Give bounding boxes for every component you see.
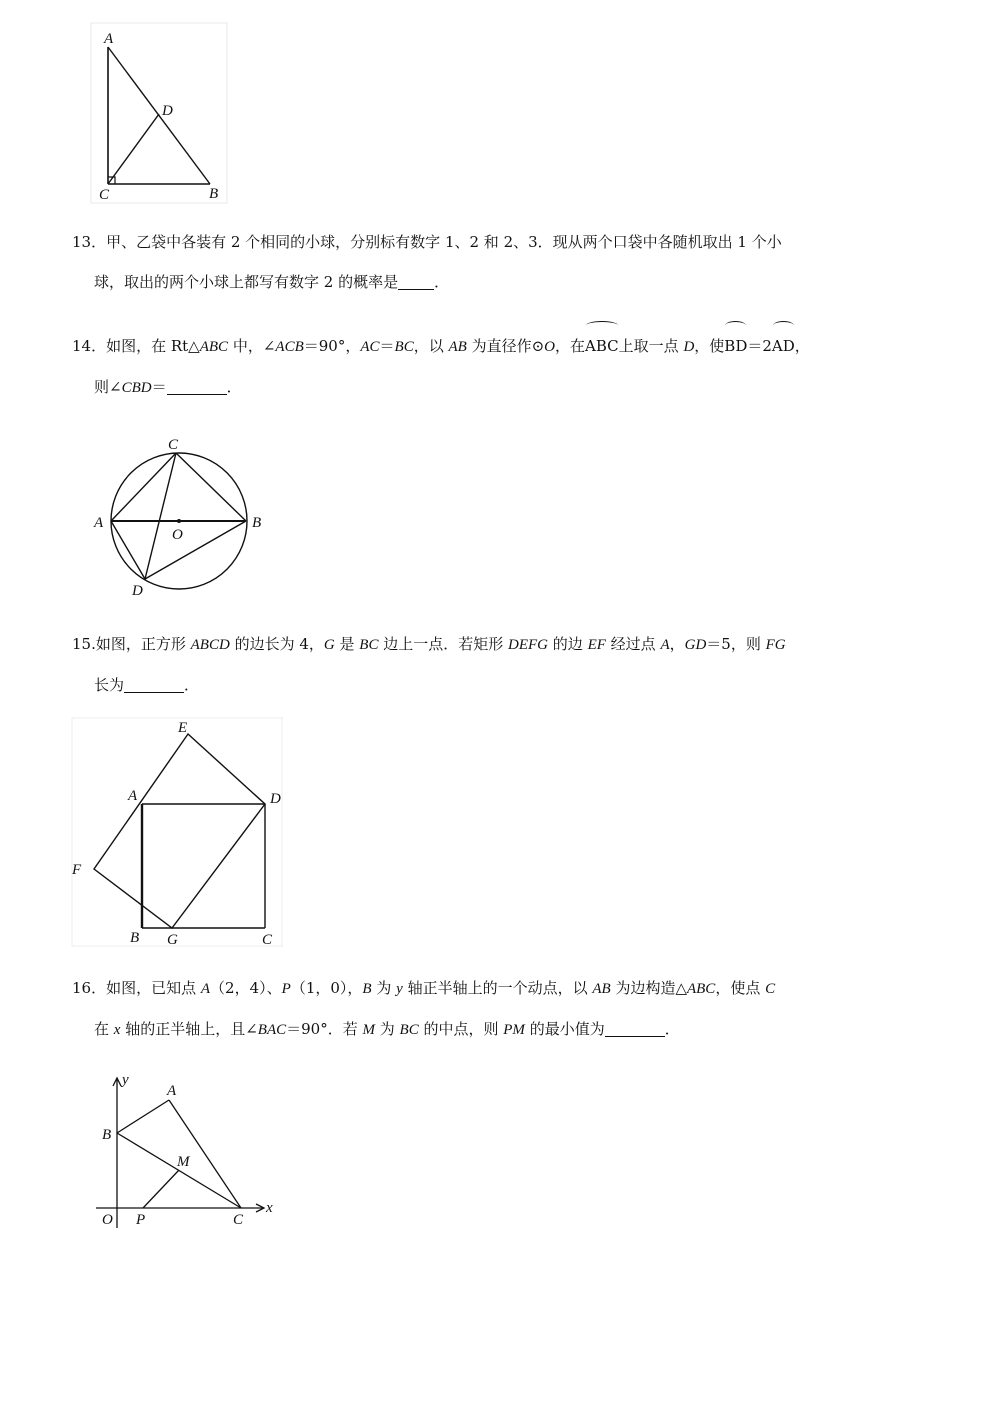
figure-q15 [68, 716, 288, 951]
math: ABC [686, 981, 716, 997]
math: PM [503, 1022, 525, 1038]
text: 则∠ [94, 378, 122, 396]
label-f: F [72, 862, 82, 878]
text: （1，0）， [290, 979, 363, 997]
text: 轴正半轴上的一个动点，以 [402, 979, 593, 997]
text: 的中点，则 [418, 1020, 504, 1038]
text: 上取一点 [618, 337, 684, 355]
math: BC [394, 339, 414, 355]
punctuation: ． [664, 1020, 680, 1038]
figure-q16-svg [96, 1070, 281, 1235]
math: BAC [257, 1022, 287, 1038]
label-a: A [167, 1083, 177, 1099]
math: FG [765, 637, 786, 653]
label-c: C [99, 187, 110, 203]
text: ＝90°， [303, 337, 361, 355]
question-number: 16． [72, 979, 107, 997]
math: y [396, 981, 403, 997]
question-16-line-2 [72, 1009, 892, 1050]
punctuation: ． [434, 273, 450, 291]
label-b: B [252, 515, 262, 531]
answer-blank[interactable] [605, 1021, 665, 1037]
question-number: 13． [72, 233, 107, 251]
math: AB [592, 981, 611, 997]
label-a: A [128, 788, 138, 804]
label-y: y [122, 1072, 129, 1088]
center-point [177, 519, 181, 523]
math: A [200, 981, 211, 997]
text: ，使 [694, 337, 725, 355]
question-15-line-1 [72, 624, 892, 665]
label-b: B [130, 930, 140, 946]
segment-ba [117, 1100, 169, 1133]
label-o: O [172, 527, 183, 543]
text: 的边 [548, 635, 588, 653]
text: 边上一点．若矩形 [378, 635, 509, 653]
question-16 [72, 968, 892, 1050]
figure-q14-svg [88, 430, 273, 600]
answer-blank[interactable] [124, 677, 184, 693]
question-14-line-2 [72, 367, 892, 408]
text: 轴的正半轴上，且∠ [120, 1020, 258, 1038]
segment-cd [145, 453, 176, 579]
segment-cd [108, 114, 159, 184]
segment-ad [111, 521, 145, 579]
question-15-line-2 [72, 665, 892, 705]
question-13-line-1 [72, 222, 892, 262]
answer-blank[interactable] [167, 379, 227, 395]
arc-ad: AD [772, 326, 795, 366]
math: B [362, 981, 372, 997]
figure-frame [91, 23, 227, 203]
math: ACB [275, 339, 304, 355]
segment-cb [176, 453, 246, 521]
text: ＝5，则 [706, 635, 766, 653]
text: 如图，在 Rt△ [106, 337, 200, 355]
math: x [113, 1022, 121, 1038]
math: ABC [199, 339, 229, 355]
text: 在 [94, 1020, 114, 1038]
label-g: G [167, 932, 178, 948]
math: AC [360, 339, 380, 355]
label-b: B [209, 186, 219, 202]
text: 为 [375, 1020, 400, 1038]
text: 中，∠ [228, 337, 276, 355]
question-number: 14． [72, 337, 107, 355]
figure-q15-svg [68, 716, 288, 951]
math: O [544, 339, 556, 355]
text: 如图，正方形 [95, 635, 191, 653]
question-15 [72, 624, 892, 705]
figure-q16 [96, 1070, 281, 1235]
label-x: x [266, 1200, 273, 1216]
text: ＝2 [747, 337, 772, 355]
label-d: D [270, 791, 281, 807]
punctuation: ． [184, 676, 200, 694]
math: G [323, 637, 335, 653]
label-p: P [136, 1212, 146, 1228]
label-d: D [132, 583, 143, 599]
label-d: D [162, 103, 173, 119]
math: M [362, 1022, 375, 1038]
figure-frame [72, 718, 282, 946]
math: DEFG [508, 637, 549, 653]
label-e: E [178, 720, 188, 736]
math: A [660, 637, 670, 653]
question-text: 甲、乙袋中各装有 2 个相同的小球，分别标有数字 1、2 和 2、3．现从两个口袋中各随机取出 1 个小 [106, 233, 782, 251]
figure-q14 [88, 430, 273, 600]
text: ， [669, 635, 685, 653]
math: CBD [121, 380, 152, 396]
text: 经过点 [605, 635, 661, 653]
segment-pm [143, 1170, 179, 1208]
label-o: O [102, 1212, 113, 1228]
segment-db [145, 521, 246, 579]
text: 的边长为 4， [229, 635, 324, 653]
figure-q12-svg [90, 22, 235, 207]
question-14-line-1 [72, 326, 892, 367]
label-m: M [177, 1154, 190, 1170]
text: ＝90°．若 [286, 1020, 363, 1038]
rectangle-defg [94, 734, 265, 928]
question-13 [72, 222, 892, 302]
label-c: C [262, 932, 273, 948]
text: 为 [371, 979, 397, 997]
text: 是 [334, 635, 360, 653]
text: ，以 [413, 337, 449, 355]
text: 如图，已知点 [106, 979, 201, 997]
arc-bd: BD [724, 326, 747, 366]
label-c: C [168, 437, 179, 453]
answer-blank[interactable] [398, 274, 434, 290]
text: ， [794, 337, 810, 355]
text: ，使点 [715, 979, 766, 997]
question-14 [72, 326, 892, 408]
question-text: 球，取出的两个小球上都写有数字 2 的概率是 [94, 273, 399, 291]
math: EF [587, 637, 606, 653]
label-c: C [233, 1212, 244, 1228]
label-a: A [94, 515, 104, 531]
figure-q12 [90, 22, 235, 207]
math: BC [399, 1022, 419, 1038]
text: 的最小值为 [524, 1020, 605, 1038]
question-13-line-2 [72, 262, 892, 302]
text: 长为 [94, 676, 125, 694]
text: 为直径作⊙ [466, 337, 545, 355]
math: C [765, 981, 776, 997]
math: D [683, 339, 695, 355]
math: ABCD [190, 637, 230, 653]
math: AB [448, 339, 467, 355]
text: ＝ [379, 337, 395, 355]
text: 为边构造△ [610, 979, 687, 997]
label-a: A [104, 31, 114, 47]
math: P [281, 981, 291, 997]
label-b: B [102, 1127, 112, 1143]
math: GD [684, 637, 707, 653]
question-number: 15. [72, 635, 96, 653]
arc-abc: ABC [585, 326, 619, 366]
question-16-line-1 [72, 968, 892, 1009]
text: ＝ [151, 378, 167, 396]
punctuation: ． [226, 378, 242, 396]
text: （2，4）、 [210, 979, 282, 997]
text: ，在 [555, 337, 586, 355]
math: BC [359, 637, 379, 653]
